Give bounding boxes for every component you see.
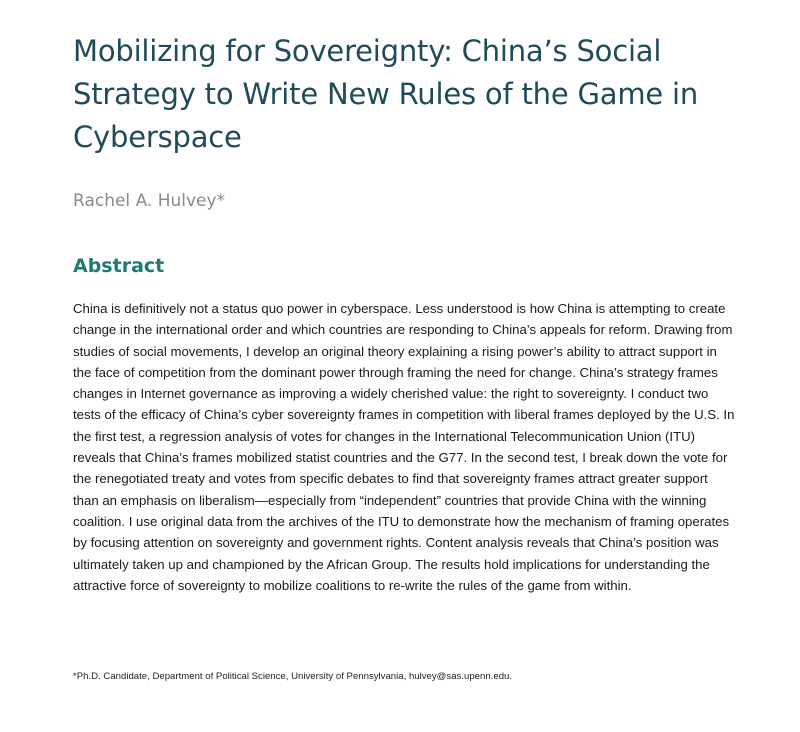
- paper-title: Mobilizing for Sovereignty: China’s Social Strategy to Write New Rules of the Game in Cyberspace: [73, 34, 699, 154]
- abstract-body: China is definitively not a status quo power in cyberspace. Less understood is how China is attempting to create change in the international order and which countries are responding to China’s appeals for reform. Drawing from studies of social movements, I develop an original theory explaining a rising power’s ability to attract support in the face of competition from the dominant power through framing the need for change. China’s strategy frames changes in Internet governance as improving a widely cherished value: the right to sovereignty. I conduct two tests of the efficacy of China’s cyber sovereignty frames in competition with liberal frames deployed by the U.S. In the first test, a regression analysis of votes for changes in the International Telecommunication Union (ITU) reveals that China’s frames mobilized statist countries and the G77. In the second test, I break down the vote for the renegotiated treaty and votes from specific debates to find that sovereignty frames attract greater support than an emphasis on liberalism—especially from “independent” countries that provide China with the winning coalition. I use original data from the archives of the ITU to demonstrate how the mechanism of framing operates by focusing attention on sovereignty and government rights. Content analysis reveals that China’s position was ultimately taken up and championed by the African Group. The results hold implications for understanding the attractive force of sovereignty to mobilize coalitions to re-write the rules of the game from within.: [73, 301, 735, 593]
- author-footnote: *Ph.D. Candidate, Department of Political Science, University of Pennsylvania, hulvey@sas.upenn.edu.: [73, 671, 513, 682]
- abstract-heading: Abstract: [73, 255, 165, 277]
- author-name: Rachel A. Hulvey*: [73, 191, 226, 211]
